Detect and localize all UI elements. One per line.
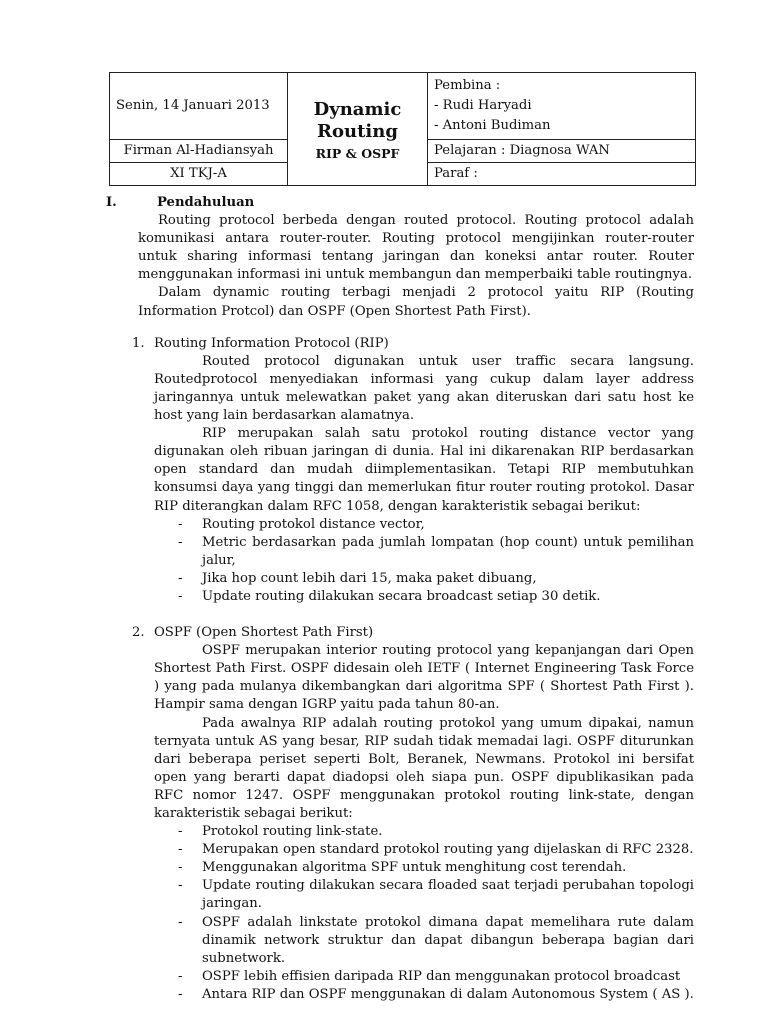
- document-body: [106, 194, 694, 1004]
- rip-characteristics-list: [106, 516, 694, 606]
- list-item: - OSPF lebih effisien daripada RIP dan menggunakan protocol broadcast: [178, 968, 681, 984]
- rip-paragraph-2: RIP merupakan salah satu protokol routing distance vector yang digunakan oleh ribuan jaringan di dunia. Hal ini dikarenakan RIP berdasarkan open standard dan mudah diimplementasikan. Tetapi RIP membutuhkan konsumsi daya yang tinggi dan memerlukan fitur router routing protokol. Dasar RIP diterangkan dalam RFC 1058, dengan karakteristik sebagai berikut:: [154, 426, 694, 514]
- list-item: - OSPF adalah linkstate protokol dimana dapat memelihara rute dalam dinamik network struktur dan dapat dibangun beberapa bagian dari subnetwork.: [178, 914, 694, 966]
- section-title: Pendahuluan: [157, 195, 255, 210]
- student-name: Firman Al-Hadiansyah: [123, 143, 274, 159]
- list-item: - Update routing dilakukan secara floaded saat terjadi perubahan topologi jaringan.: [178, 878, 694, 912]
- subsection-number: 2.: [132, 625, 145, 641]
- paraf-cell: [428, 163, 696, 186]
- paraf-text: Paraf :: [434, 166, 478, 182]
- document-title: Dynamic Routing: [313, 99, 402, 142]
- subsection-title: OSPF (Open Shortest Path First): [154, 625, 374, 641]
- list-item: - Update routing dilakukan secara broadcast setiap 30 detik.: [178, 588, 601, 604]
- subsection-heading-rip: [106, 335, 694, 353]
- pembina-name-1: - Rudi Haryadi: [434, 98, 532, 113]
- list-item: - Merupakan open standard protokol routing yang dijelaskan di RFC 2328.: [178, 842, 694, 858]
- header-table: [109, 72, 696, 186]
- ospf-body: [106, 642, 694, 823]
- date-cell: [110, 73, 288, 140]
- title-cell: [288, 73, 428, 186]
- date-text: Senin, 14 Januari 2013: [116, 98, 270, 114]
- ospf-paragraph-1: OSPF merupakan interior routing protocol yang kepanjangan dari Open Shortest Path First. OSPF didesain oleh IETF ( Internet Engineering Task Force ) yang pada mulanya dikembangkan dari algoritma SPF ( Shortest Path First ). Hampir sama dengan IGRP yaitu pada tahun 80-an.: [154, 643, 694, 713]
- intro-paragraph-2: Dalam dynamic routing terbagi menjadi 2 protocol yaitu RIP (Routing Information Protcol) dan OSPF (Open Shortest Path First).: [138, 285, 694, 319]
- section-heading: [106, 194, 694, 212]
- list-item: - Metric berdasarkan pada jumlah lompatan (hop count) untuk pemilihan jalur,: [178, 534, 694, 568]
- class-cell: [110, 163, 288, 186]
- student-name-cell: [110, 140, 288, 163]
- ospf-characteristics-list: [106, 823, 694, 1004]
- section-number: I.: [106, 195, 117, 210]
- pembina-label: Pembina :: [434, 78, 501, 93]
- ospf-paragraph-2: Pada awalnya RIP adalah routing protokol yang umum dipakai, namun ternyata untuk AS yang besar, RIP sudah tidak memadai lagi. OSPF diturunkan dari beberapa periset seperti Bolt, Beranek, Newmans. Protokol ini bersifat open yang berarti dapat diadopsi oleh siapa pun. OSPF dipublikasikan pada RFC nomor 1247. OSPF menggunakan protokol routing link-state, dengan karakteristik sebagai berikut:: [154, 715, 694, 821]
- list-item: - Protokol routing link-state.: [178, 824, 383, 840]
- pembina-cell: [428, 73, 696, 140]
- list-item: - Menggunakan algoritma SPF untuk menghitung cost terendah.: [178, 860, 627, 876]
- list-item: - Jika hop count lebih dari 15, maka paket dibuang,: [178, 570, 537, 586]
- subsection-title: Routing Information Protocol (RIP): [154, 335, 389, 351]
- class-text: XI TKJ-A: [170, 166, 227, 182]
- rip-body: [106, 353, 694, 516]
- list-item: - Antara RIP dan OSPF menggunakan di dalam Autonomous System ( AS ).: [178, 986, 694, 1002]
- document-subtitle: RIP & OSPF: [315, 146, 400, 162]
- pembina-name-2: - Antoni Budiman: [434, 118, 551, 133]
- intro-paragraph-1: Routing protocol berbeda dengan routed protocol. Routing protocol adalah komunikasi antara router-router. Routing protocol mengijinkan router-router untuk sharing informasi tentang jaringan dan koneksi antar router. Router menggunakan informasi ini untuk membangun dan memperbaiki table routingnya.: [138, 213, 694, 283]
- rip-paragraph-1: Routed protocol digunakan untuk user traffic secara langsung. Routedprotocol menyediakan informasi yang cukup dalam layer address jaringannya untuk melewatkan paket yang akan diteruskan dari satu host ke host yang lain berdasarkan alamatnya.: [154, 353, 694, 424]
- list-item: - Routing protokol distance vector,: [178, 516, 425, 532]
- pelajaran-text: Pelajaran : Diagnosa WAN: [434, 143, 610, 159]
- subsection-number: 1.: [132, 335, 145, 351]
- pelajaran-cell: [428, 140, 696, 163]
- subsection-heading-ospf: [106, 624, 694, 642]
